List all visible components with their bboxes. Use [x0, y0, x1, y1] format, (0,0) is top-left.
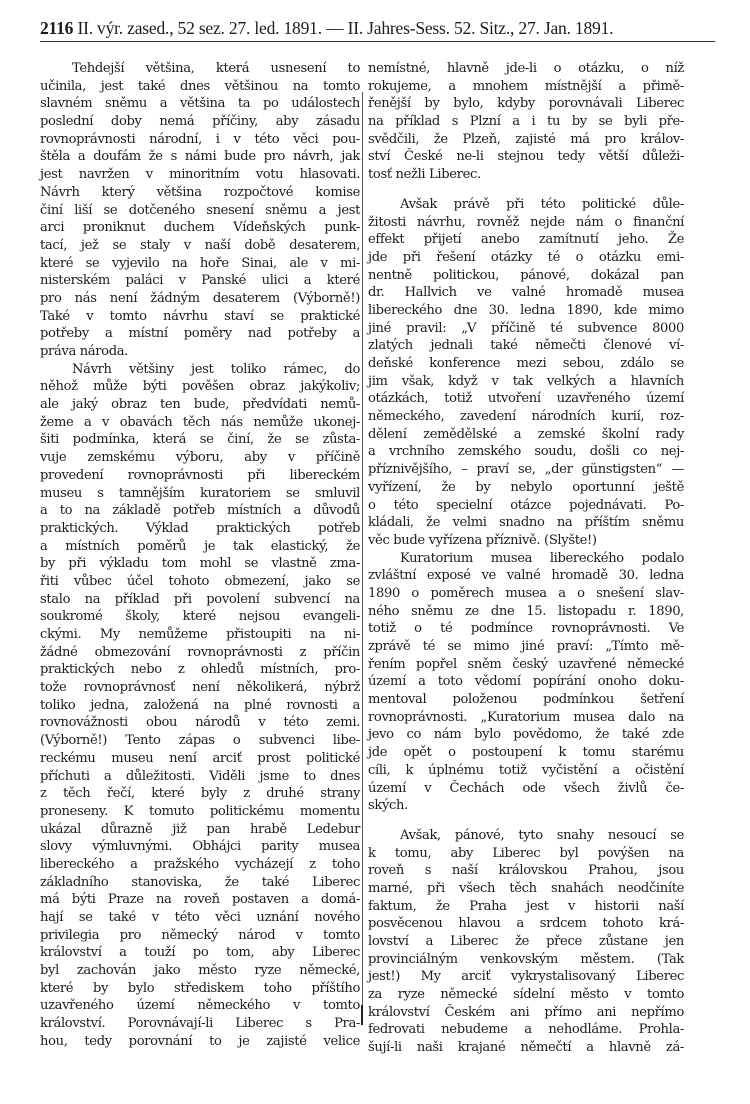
text-line: jde opět o postoupení k tomu starému — [368, 745, 684, 761]
text-line: ských. — [368, 798, 408, 814]
page-number: 2116 — [40, 18, 74, 38]
text-line: šují-li naši krajané němečtí a hlavně zá- — [368, 1040, 684, 1056]
text-line: provinciálným venkovským městem. (Tak — [368, 951, 684, 967]
text-line: Návrh který většina rozpočtové komise — [40, 184, 360, 200]
text-line: má býti Praze na roveň postaven a domá- — [40, 892, 360, 908]
text-line: museu s tamnějším kuratoriem se smluvil — [40, 485, 360, 501]
text-line: království Českém ani přímo ani nepřímo — [368, 1004, 684, 1020]
text-line: uzavřeného území německého v tomto — [40, 998, 360, 1014]
text-line: na příklad s Plzní a i tu by se byli pře- — [368, 114, 684, 130]
text-line: řiti vůbec účel tohoto obmezení, jako se — [40, 573, 360, 589]
text-line: tosť nežli Liberec. — [368, 167, 481, 183]
text-line: štěla a doufám že s námi bude pro návrh, jak — [40, 149, 360, 165]
text-line: stalo na příklad při povolení subvencí na — [40, 591, 360, 607]
text-line: Avšak, pánové, tyto snahy nesoucí se — [400, 827, 684, 843]
text-line: vyřízení, že by nebylo oportunní ještě — [368, 479, 684, 495]
text-line: šiti podmínka, která se činí, že se zůsta- — [40, 432, 360, 448]
text-line: zlatých jednali také němečti členové ví- — [368, 338, 684, 354]
text-line: ukázal důrazně již pan hrabě Ledebur — [40, 821, 360, 837]
text-line: jim však, když v tak velkých a hlavních — [368, 373, 684, 389]
text-line: tože rovnoprávnosť není několikerá, nýbrž — [40, 680, 360, 696]
text-line: které se vyjevilo na hoře Sinai, ale v mi- — [40, 255, 360, 271]
text-line: za ryze německé sídelní město v tomto — [368, 987, 684, 1003]
text-line: jevo co nám bylo povědomo, že také zde — [368, 727, 684, 743]
paragraph-gap — [368, 184, 684, 196]
text-line: by při výkladu tom mohl se vlastně zma- — [40, 556, 360, 572]
text-line: kládali, že velmi snadno na příštím sněmu — [368, 515, 684, 531]
text-line: dr. Hallvich ve valné hromadě musea — [368, 285, 684, 301]
text-line: Návrh většiny jest toliko rámec, do — [72, 361, 360, 377]
header-czech: II. výr. zased., 52 sez. 27. led. 1891. — [77, 18, 322, 38]
text-line: (Výborně!) Tento zápas o subvenci libe- — [40, 733, 360, 749]
text-line: proneseny. K tomuto politickému momentu — [40, 803, 360, 819]
text-line: privilegia pro německý národ v tomto — [40, 927, 360, 943]
text-line: fedrovati nebudeme a nehodláme. Prohla- — [368, 1022, 684, 1038]
text-line: a to na základě potřeb místních a důvodů — [40, 503, 360, 519]
text-line: ale jaký obraz ten bude, předvídati nemů- — [40, 397, 360, 413]
text-line: praktických. Výklad praktických potřeb — [40, 520, 360, 536]
text-line: roveň s naší královskou Prahou, jsou — [368, 863, 684, 879]
text-line: o této specielní otázce pojednávati. Po- — [368, 497, 684, 513]
text-line: učinila, jest také dnes většinou na tomto — [40, 78, 360, 94]
text-line: rovnoprávnosti. „Kuratorium musea dalo na — [368, 709, 684, 725]
text-line: soukromé školy, které nejsou evangeli- — [40, 609, 360, 625]
text-line: příznivějšího, – praví se, „der günstigsten“ — — [368, 462, 684, 478]
text-line: praktických nebo z ohledů místních, pro- — [40, 662, 360, 678]
text-line: ného sněmu ze dne 15. listopadu r. 1890, — [368, 603, 684, 619]
text-line: posvěcenou hlavou a srdcem tohoto krá- — [368, 916, 684, 932]
text-line: zvláštní exposé ve valné hromadě 30. ledna — [368, 568, 684, 584]
text-line: zprávě té se mimo jiné praví: „Tímto mě- — [368, 639, 684, 654]
text-line: a vrchního zemského soudu, došli co nej- — [368, 444, 684, 460]
text-line: jest navržen v minoritním votu hlasovati. — [40, 167, 360, 183]
text-line: mentoval položenou podmínkou šetření — [368, 692, 684, 708]
text-line: reckému museu není arciť prost politické — [40, 750, 360, 766]
text-line: cíli, k úplnému totiž vyčistění a očistění — [368, 762, 684, 778]
text-line: pro nás není žádným desaterem (Výborně!) — [40, 290, 360, 306]
running-header — [40, 17, 715, 42]
text-line: něhož může býti pověšen obraz jakýkoliv; — [40, 379, 360, 395]
text-line: které by bylo střediskem toho příštího — [40, 980, 360, 996]
text-line: jde při řešení otázky té o otázku emi- — [368, 249, 684, 265]
text-line: lovství a Liberec že přece zůstane jen — [368, 934, 684, 949]
text-line: vuje zemskému výboru, aby v příčině — [40, 450, 360, 466]
text-line: základního stanoviska, že také Liberec — [40, 874, 360, 890]
text-line: Také v tomto návrhu staví se praktické — [40, 308, 360, 324]
text-line: žádné obmezování rovnoprávnosti z příčin — [40, 644, 360, 660]
left-column — [40, 60, 360, 1051]
text-line: žeme a v obavách těch nás nemůže ukonej- — [40, 414, 360, 430]
header-german: II. Jahres-Sess. 52. Sitz., 27. Jan. 1891. — [347, 18, 614, 38]
text-line: řenější by bylo, kdyby porovnávali Liberec — [368, 96, 684, 112]
text-line: totiž o té podmínce rovnoprávnosti. Ve — [368, 621, 684, 637]
text-line: příchuti a důležitosti. Viděli jsme to dnes — [40, 768, 360, 784]
text-line: slavném sněmu a většina ta po událostech — [40, 96, 360, 112]
column-divider-mark — [361, 1005, 363, 1025]
paragraph-gap — [368, 815, 684, 827]
text-line: německého, zavedení národních kurií, roz- — [368, 409, 684, 425]
text-line: království a touží po tom, aby Liberec — [40, 945, 360, 961]
text-line: a místních poměrů je tak elastický, že — [40, 538, 360, 554]
text-line: hou, tedy porovnání to je zajisté velice — [40, 1033, 360, 1049]
text-line: rokujeme, a mnohem místnější a přimě- — [368, 78, 684, 94]
text-line: království. Porovnávají-li Liberec s Pra- — [40, 1016, 360, 1032]
text-line: svědčili, že Plzeň, zajisté má pro králov- — [368, 131, 684, 147]
text-line: k tomu, aby Liberec byl povýšen na — [368, 845, 684, 861]
text-line: území a toto vědomí popírání onoho doku- — [368, 674, 684, 690]
text-line: nemístné, hlavně jde-li o otázku, o níž — [368, 61, 684, 76]
text-line: Tehdejší většina, která usnesení to — [72, 61, 360, 76]
text-line: arci proniknut duchem Vídeňských punk- — [40, 220, 360, 236]
text-line: ckými. My nemůžeme přistoupiti na ni- — [40, 627, 360, 642]
text-line: poslední doby nemá příčiny, aby zásadu — [40, 114, 360, 130]
text-line: jest!) My arciť vykrystalisovaný Liberec — [368, 969, 684, 985]
text-line: tací, jež se staly v naší době desaterem, — [40, 237, 360, 253]
text-line: otázkách, totiž utvoření uzavřeného území — [368, 391, 684, 407]
text-line: ství České ne-li stejnou tedy větší důleži- — [368, 149, 684, 165]
header-dash: — — [326, 18, 344, 38]
text-line: práva národa. — [40, 344, 128, 359]
text-line: provedení rovnoprávnosti při libereckém — [40, 467, 360, 483]
text-line: libereckého dne 30. ledna 1890, kde mimo — [368, 302, 684, 318]
text-line: rovnovážnosti obou národů v této zemi. — [40, 715, 360, 731]
text-line: dělení zemědělské a zemské školní rady — [368, 426, 684, 442]
text-line: effekt přijetí anebo zamítnutí jeho. Že — [368, 232, 684, 248]
text-line: 1890 o poměrech musea a o snešení slav- — [368, 585, 684, 601]
right-column — [368, 60, 684, 1057]
text-line: území v Čechách ode všech živlů če- — [368, 780, 684, 796]
text-line: nisterském paláci v Panské ulici a které — [40, 273, 360, 289]
text-line: byl zachován jako město ryze německé, — [40, 963, 360, 979]
text-line: řením popřel sněm český uzavřené německé — [368, 656, 684, 672]
text-line: slovy výmluvnými. Obhájci parity musea — [40, 839, 360, 855]
column-divider — [362, 92, 363, 1022]
text-line: rovnoprávnosti národní, i v této věci pou- — [40, 131, 360, 147]
text-line: libereckého a pražského vycházejí z toho — [40, 856, 360, 872]
text-line: faktum, že Praha jest v historii naší — [368, 898, 684, 914]
text-line: marné, při všech těch snahách neodčiníte — [368, 880, 684, 896]
text-line: jiné pravil: „V příčině té subvence 8000 — [368, 320, 684, 336]
text-line: toliko jedna, založená na plné rovnosti a — [40, 697, 360, 713]
text-line: z těch řečí, které byly z druhé strany — [40, 786, 360, 802]
text-line: deňské konference mezi sebou, zdálo se — [368, 356, 684, 371]
text-line: věc bude vyřízena příznivě. (Slyšte!) — [368, 532, 597, 548]
text-line: potřeby a místní poměry nad potřeby a — [40, 326, 360, 342]
text-line: nentně politickou, pánové, dokázal pan — [368, 267, 684, 283]
text-line: hají se také v této věci uznání nového — [40, 910, 360, 925]
text-line: Avšak právě při této politické důle- — [400, 196, 684, 212]
text-line: Kuratorium musea libereckého podalo — [400, 550, 684, 566]
text-line: činí liší se dotčeného snesení sněmu a jest — [40, 202, 360, 218]
text-line: žitosti návrhu, rovněž nejde nám o finanční — [368, 214, 684, 230]
